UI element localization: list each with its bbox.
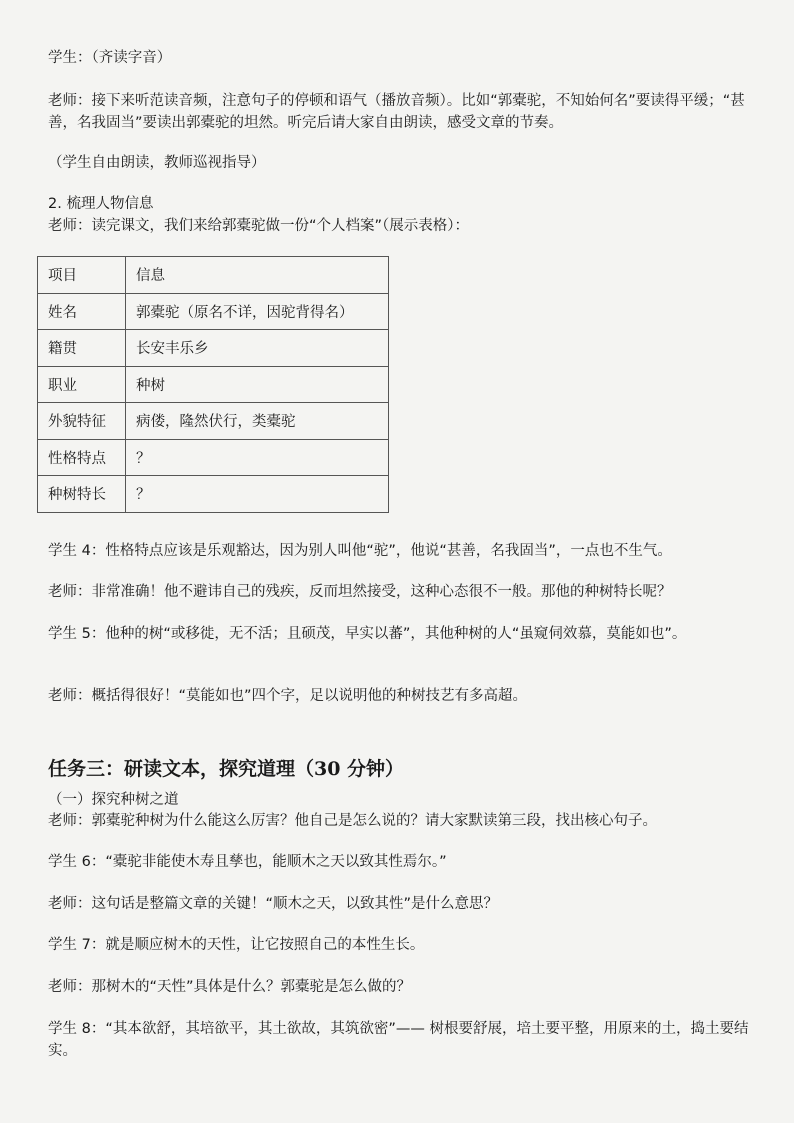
profile-table	[37, 256, 389, 513]
paragraph-teacher-key: 老师：这句话是整篇文章的关键！“顺木之天，以致其性”是什么意思？	[48, 896, 499, 912]
table-row	[38, 366, 389, 403]
table-cell-value: 长安丰乐乡	[126, 330, 389, 367]
table-cell-value: 病偻，隆然伏行，类橐驼	[126, 403, 389, 440]
table-cell-key: 性格特点	[38, 439, 126, 476]
table-cell-key: 项目	[38, 257, 126, 294]
paragraph-student-4: 学生 4：性格特点应该是乐观豁达，因为别人叫他“驼”，他说“甚善，名我固当”，一点也不生气。	[48, 543, 672, 559]
table-row	[38, 293, 389, 330]
section-heading-task-three: 任务三：研读文本，探究道理（30 分钟）	[48, 758, 405, 780]
paragraph-teacher-attitude: 老师：非常准确！他不避讳自己的残疾，反而坦然接受，这种心态很不一般。那他的种树特长呢？	[48, 584, 672, 600]
table-cell-value: 郭橐驼（原名不详，因驼背得名）	[126, 293, 389, 330]
table-cell-value: 种树	[126, 366, 389, 403]
table-cell-value: 信息	[126, 257, 389, 294]
paragraph-teacher-question: 老师：郭橐驼种树为什么能这么厉害？他自己是怎么说的？请大家默读第三段，找出核心句子。	[48, 813, 657, 829]
table-cell-value: ？	[126, 476, 389, 513]
paragraph-teacher-audio: 老师：接下来听范读音频，注意句子的停顿和语气（播放音频）。比如“郭橐驼，不知始何名”要读得平缓；“甚善，名我固当”要读出郭橐驼的坦然。听完后请大家自由朗读，感受文章的节奏。	[48, 93, 745, 131]
table-cell-key: 种树特长	[38, 476, 126, 513]
table-row	[38, 403, 389, 440]
table-cell-value: ？	[126, 439, 389, 476]
paragraph-student-5: 学生 5：他种的树“或移徙，无不活；且硕茂，早实以蕃”，其他种树的人“虽窥伺效慕，莫能如也”。	[48, 626, 687, 642]
paragraph-free-reading: （学生自由朗读，教师巡视指导）	[48, 155, 266, 171]
paragraph-student-read: 学生：（齐读字音）	[48, 50, 172, 66]
table-row	[38, 330, 389, 367]
paragraph-student-8: 学生 8：“其本欲舒，其培欲平，其土欲故，其筑欲密”—— 树根要舒展，培土要平整，用原来的土，捣土要结实。	[48, 1021, 749, 1059]
section-subtitle-planting: （一）探究种树之道	[48, 792, 179, 808]
paragraph-student-6: 学生 6：“橐驼非能使木寿且孳也，能顺木之天以致其性焉尔。”	[48, 854, 447, 870]
table-cell-key: 外貌特征	[38, 403, 126, 440]
table-row	[38, 439, 389, 476]
table-cell-key: 姓名	[38, 293, 126, 330]
table-row	[38, 257, 389, 294]
paragraph-student-7: 学生 7：就是顺应树木的天性，让它按照自己的本性生长。	[48, 937, 425, 953]
paragraph-teacher-nature: 老师：那树木的“天性”具体是什么？郭橐驼是怎么做的？	[48, 979, 412, 995]
paragraph-teacher-profile: 老师：读完课文，我们来给郭橐驼做一份“个人档案”（展示表格）：	[48, 218, 470, 234]
section-subtitle-character-info: 2. 梳理人物信息	[48, 196, 154, 212]
table-row	[38, 476, 389, 513]
table-cell-key: 职业	[38, 366, 126, 403]
paragraph-teacher-summary: 老师：概括得很好！“莫能如也”四个字，足以说明他的种树技艺有多高超。	[48, 688, 528, 704]
table-cell-key: 籍贯	[38, 330, 126, 367]
